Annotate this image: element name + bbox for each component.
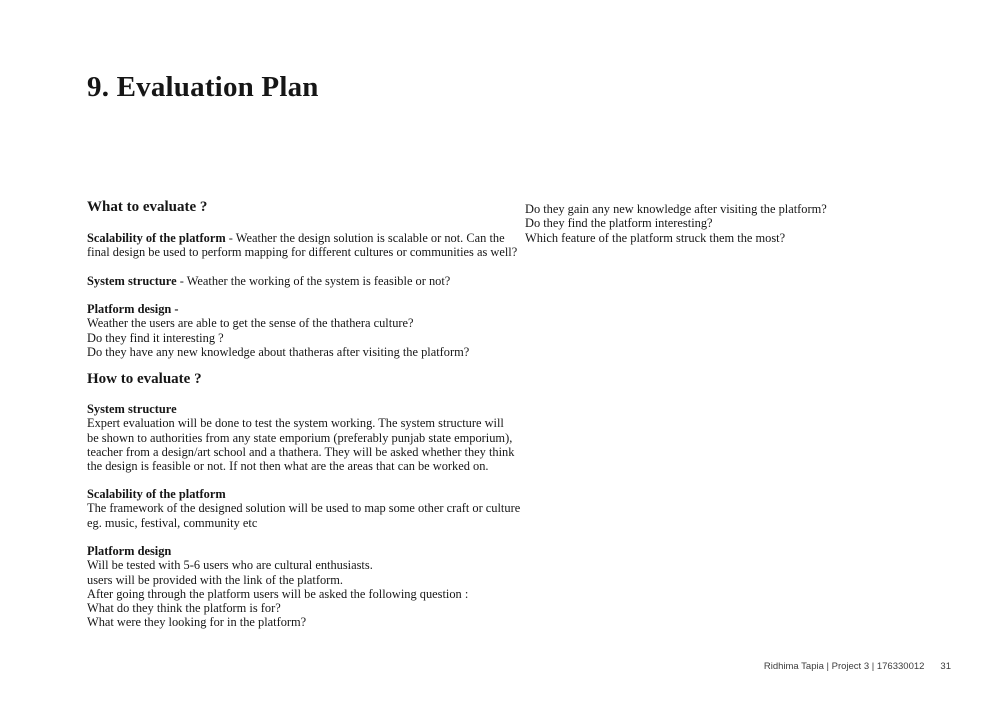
paragraph-line: final design be used to perform mapping for different cultures or communities as well? — [87, 245, 518, 260]
paragraph-line: What do they think the platform is for? — [87, 601, 281, 616]
paragraph-line: What were they looking for in the platform? — [87, 615, 307, 630]
what-platform-design-paragraph — [87, 302, 517, 359]
how-platform-design-label: Platform design — [87, 544, 172, 558]
what-scalability-paragraph — [87, 231, 517, 260]
paragraph-line: Do they gain any new knowledge after visiting the platform? — [525, 202, 827, 216]
paragraph-line: Expert evaluation will be done to test the system working. The system structure will — [87, 416, 504, 431]
right-column-questions — [525, 202, 945, 245]
paragraph-line: Which feature of the platform struck them the most? — [525, 230, 786, 245]
paragraph-line: users will be provided with the link of the platform. — [87, 572, 344, 587]
how-platform-design-paragraph — [87, 544, 517, 630]
how-system-structure-label: System structure — [87, 402, 177, 416]
page-footer — [764, 661, 951, 672]
paragraph-line — [87, 231, 517, 245]
what-platform-design-label: Platform design - — [87, 302, 179, 316]
paragraph-label-line — [87, 402, 517, 416]
paragraph-label-line — [87, 487, 517, 501]
paragraph-line: Will be tested with 5-6 users who are cultural enthusiasts. — [87, 558, 373, 573]
paragraph-line: be shown to authorities from any state emporium (preferably punjab state emporium), — [87, 430, 513, 445]
footer-credit: Ridhima Tapia | Project 3 | 176330012 — [763, 661, 925, 672]
what-system-structure-paragraph — [87, 274, 517, 288]
paragraph-line: teacher from a design/art school and a thathera. They will be asked whether they think — [87, 444, 515, 459]
paragraph-label-line — [87, 544, 517, 558]
paragraph-line: Do they have any new knowledge about thatheras after visiting the platform? — [87, 344, 470, 359]
how-to-evaluate-heading: How to evaluate ? — [87, 371, 202, 387]
paragraph-line: Do they find it interesting ? — [87, 330, 224, 345]
paragraph-line: After going through the platform users will be asked the following question : — [87, 586, 469, 601]
paragraph-line: the design is feasible or not. If not then what are the areas that can be worked on. — [87, 459, 489, 474]
paragraph-line: Weather the users are able to get the sense of the thathera culture? — [87, 316, 414, 331]
paragraph-label-line — [87, 302, 517, 316]
footer-page-number: 31 — [940, 661, 951, 672]
what-scalability-text: - Weather the design solution is scalable or not. Can the — [225, 231, 505, 245]
paragraph-line: The framework of the designed solution will be used to map some other craft or culture — [87, 501, 521, 516]
paragraph-line: Do they find the platform interesting? — [525, 216, 713, 231]
what-system-structure-text: - Weather the working of the system is feasible or not? — [176, 274, 451, 288]
what-system-structure-label: System structure — [87, 274, 177, 288]
page-title: 9. Evaluation Plan — [87, 71, 319, 103]
what-to-evaluate-heading: What to evaluate ? — [87, 199, 208, 215]
what-scalability-label: Scalability of the platform — [87, 231, 226, 245]
paragraph-line — [87, 274, 517, 288]
how-scalability-paragraph — [87, 487, 521, 530]
paragraph-line: eg. music, festival, community etc — [87, 515, 258, 530]
how-system-structure-paragraph — [87, 402, 517, 473]
how-scalability-label: Scalability of the platform — [87, 487, 226, 501]
